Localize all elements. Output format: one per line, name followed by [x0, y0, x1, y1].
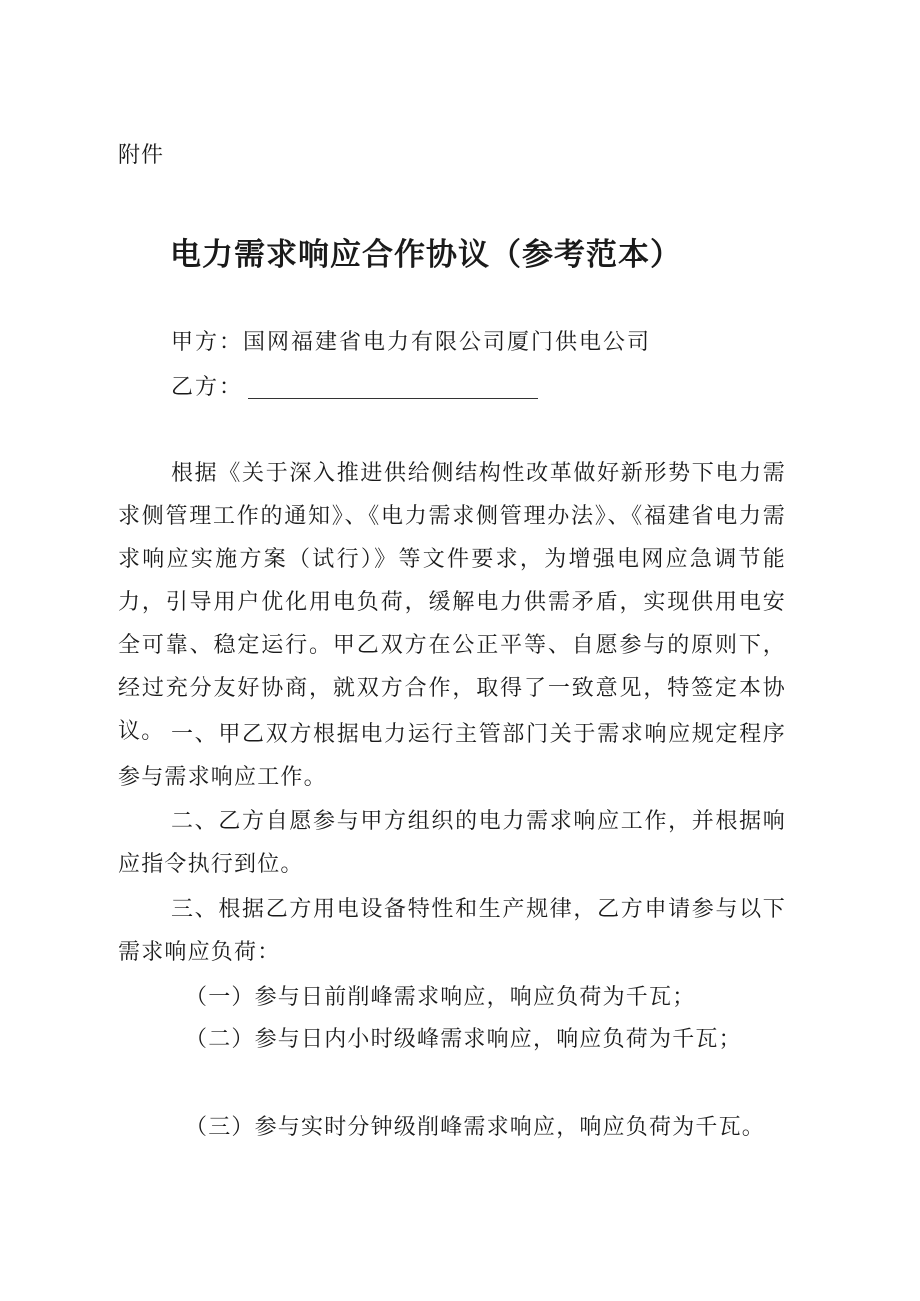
party-b-label: 乙方：: [171, 375, 244, 400]
party-a-line: 甲方：国网福建省电力有限公司厦门供电公司: [171, 330, 652, 355]
clause-3-paragraph: 三、根据乙方用电设备特性和生产规律，乙方申请参与以下需求响应负荷：: [118, 897, 786, 965]
clause-1-paragraph: 一、甲乙双方根据电力运行主管部门关于需求响应规定程序参与需求响应工作。: [118, 722, 786, 790]
clause-2-paragraph: 二、乙方自愿参与甲方组织的电力需求响应工作，并根据响应指令执行到位。: [118, 809, 786, 877]
sub-item-1: （一）参与日前削峰需求响应，响应负荷为千瓦；: [185, 985, 696, 1010]
party-b-blank-line: [248, 398, 538, 399]
attachment-label: 附件: [118, 143, 165, 168]
sub-item-2: （二）参与日内小时级峰需求响应，响应负荷为千瓦；: [185, 1027, 742, 1052]
intro-paragraph: 根据《关于深入推进供给侧结构性改革做好新形势下电力需求侧管理工作的通知》、《电力需求侧管理办法》、《福建省电力需求响应实施方案（试行）》等文件要求，为增强电网应急调节能力，引导用户优化用电负荷，缓解电力供需矛盾，实现供用电安全可靠、稳定运行。甲乙双方在公正平等、自愿参与的原则下，经过充分友好协商，就双方合作，取得了一致意见，特签定本协议。: [118, 461, 786, 744]
document-title: 电力需求响应合作协议（参考范本）: [170, 237, 682, 273]
sub-item-3: （三）参与实时分钟级削峰需求响应，响应负荷为千瓦。: [185, 1115, 766, 1140]
